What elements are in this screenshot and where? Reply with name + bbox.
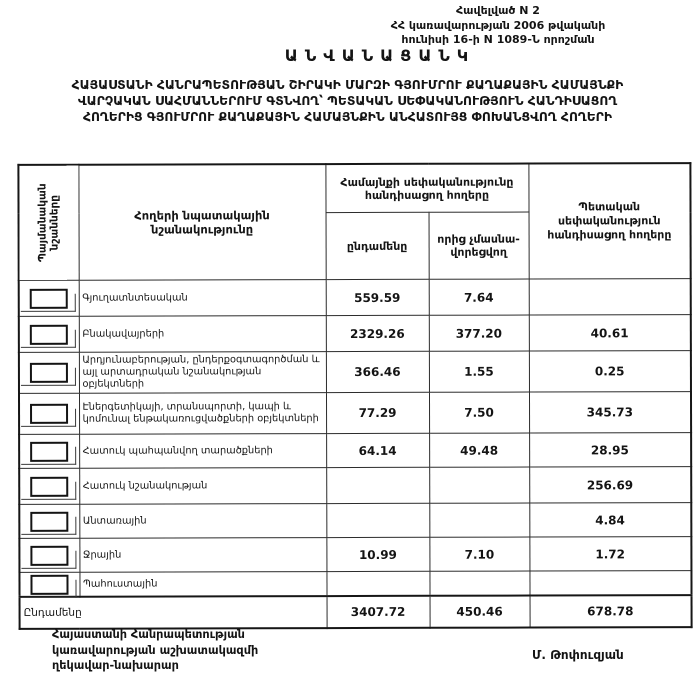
- legend-swatch: [30, 441, 68, 461]
- nonprivatized-value: 49.48: [429, 433, 529, 467]
- row-label: Գյուղատնտեսական: [79, 280, 326, 317]
- table-row: [19, 503, 691, 539]
- legend-swatch-cell: [19, 352, 79, 393]
- footer-signatory-title: [52, 627, 258, 674]
- row-label: Բնակավայրերի: [79, 316, 326, 353]
- legend-swatch: [31, 574, 69, 594]
- legend-swatch: [30, 324, 68, 344]
- table-row: [19, 571, 691, 597]
- legend-swatch-cell: [19, 316, 79, 352]
- grand-total-state: 678.78: [530, 595, 692, 627]
- total-value: 10.99: [326, 537, 429, 571]
- document-subtitle: [25, 77, 670, 125]
- symbols-column-header-label: Պայմանական նշանները: [36, 183, 61, 263]
- row-label: Հատուկ պահպանվող տարածքների: [79, 434, 326, 469]
- legend-swatch: [31, 545, 69, 565]
- purpose-column-header: Հողերի նպատակային նշանակությունը: [78, 164, 325, 280]
- symbols-column-header: [18, 165, 78, 281]
- state-value: 256.69: [529, 467, 691, 503]
- state-value: 40.61: [529, 315, 691, 351]
- land-allocation-table: [17, 162, 692, 630]
- table-row: [19, 279, 691, 317]
- table-row: [19, 537, 691, 573]
- legend-swatch-cell: [19, 434, 79, 468]
- total-value: 366.46: [326, 351, 429, 392]
- row-label: Ջրային: [79, 538, 326, 573]
- row-label: Հատուկ նշանակության: [79, 468, 326, 505]
- nonprivatized-value: 7.10: [429, 537, 529, 571]
- row-label: Անտառային: [79, 504, 326, 539]
- nonprivatized-value: 7.64: [429, 279, 529, 315]
- state-value: 1.72: [529, 537, 691, 571]
- state-value: 28.95: [529, 433, 691, 467]
- legend-swatch: [30, 288, 68, 308]
- nonprivatized-value: [429, 503, 529, 537]
- total-value: 2329.26: [326, 315, 429, 351]
- table-row: [19, 392, 691, 435]
- subtitle-line: ՀԱՅԱՍՏԱՆԻ ՀԱՆՐԱՊԵՏՈՒԹՅԱՆ ՇԻՐԱԿԻ ՄԱՐԶԻ ԳՅՈՒՄՐՈՒ ՔԱՂԱՔԱՅԻՆ ՀԱՄԱՅՆՔԻ: [71, 78, 624, 92]
- subtitle-line: ՀՈՂԵՐԻՑ ԳՅՈՒՄՐՈՒ ՔԱՂԱՔԱՅԻՆ ՀԱՄԱՅՆՔԻՆ ԱՆՀԱՏՈՒՅՑ ՓՈԽԱՆՑՎՈՂ ՀՈՂԵՐԻ: [82, 110, 613, 124]
- grand-total-nonprivatized: 450.46: [430, 596, 530, 628]
- legend-swatch-cell: [19, 393, 79, 434]
- legend-swatch-cell: [19, 468, 79, 504]
- legend-swatch-cell: [19, 280, 79, 316]
- appendix-note-line: հունիսի 16-ի N 1089-Ն որոշման: [401, 33, 595, 46]
- total-value: 559.59: [326, 279, 429, 315]
- subtitle-line: ՎԱՐՉԱԿԱՆ ՍԱՀՄԱՆՆԵՐՈՒՄ ԳՏՆՎՈՂ՝ ՊԵՏԱԿԱՆ ՍԵՓԱԿԱՆՈՒԹՅՈՒՆ ՀԱՆԴԻՍԱՑՈՂ: [77, 94, 618, 108]
- table-row: [19, 315, 691, 353]
- table-row: [19, 351, 691, 394]
- state-column-header: Պետական սեփականություն հանդիսացող հողերը: [528, 163, 690, 279]
- table-row: [19, 433, 691, 469]
- row-label: Էներգետիկայի, տրանսպորտի, կապի և կոմունալ ենթակառուցվածքների օբյեկտների: [79, 393, 326, 435]
- total-value: 77.29: [326, 392, 429, 433]
- state-value: 0.25: [529, 351, 691, 392]
- state-value: 345.73: [529, 392, 691, 433]
- document-title: ԱՆՎԱՆԱՑԱՆԿ: [284, 46, 476, 65]
- legend-swatch: [30, 404, 68, 424]
- signatory-line: Հայաստանի Հանրապետության: [52, 628, 245, 641]
- legend-swatch: [30, 363, 68, 383]
- total-subheader: ընդամենը: [326, 212, 429, 279]
- nonprivatized-value: 377.20: [429, 315, 529, 351]
- grand-total-row: [20, 595, 692, 629]
- grand-total-value: 3407.72: [327, 596, 430, 628]
- nonprivatized-subheader: որից չմասնավորեցվող: [429, 212, 529, 279]
- state-value: [529, 279, 691, 315]
- appendix-note-line: Հավելված N 2: [456, 4, 540, 17]
- grand-total-label: Ընդամենը: [20, 596, 327, 629]
- community-group-header: Համայնքի սեփականությունը հանդիսացող հողերը: [325, 164, 528, 213]
- table-row: [19, 467, 691, 505]
- signature-name: Մ. Թոփուզյան: [532, 648, 624, 662]
- state-value: [529, 571, 691, 596]
- legend-swatch-cell: [19, 538, 79, 572]
- legend-swatch-cell: [19, 504, 79, 538]
- row-label: Պահուստային: [79, 572, 326, 597]
- legend-swatch: [31, 511, 69, 531]
- legend-swatch: [30, 476, 68, 496]
- nonprivatized-value: 7.50: [429, 392, 529, 433]
- nonprivatized-value: [429, 467, 529, 503]
- nonprivatized-value: [429, 571, 529, 596]
- signatory-line: ղեկավար-նախարար: [52, 659, 179, 672]
- appendix-note: [348, 4, 648, 48]
- row-label: Արդյունաբերության, ընդերքօգտագործման և այլ արտադրական նշանակության օբյեկտների: [79, 352, 326, 394]
- nonprivatized-value: 1.55: [429, 351, 529, 392]
- total-value: [326, 467, 429, 503]
- signatory-line: կառավարության աշխատակազմի: [52, 643, 259, 657]
- total-value: 64.14: [326, 433, 429, 467]
- appendix-note-line: ՀՀ կառավարության 2006 թվականի: [390, 18, 606, 32]
- total-value: [326, 571, 429, 596]
- legend-swatch-cell: [19, 572, 79, 597]
- state-value: 4.84: [529, 503, 691, 537]
- total-value: [326, 503, 429, 537]
